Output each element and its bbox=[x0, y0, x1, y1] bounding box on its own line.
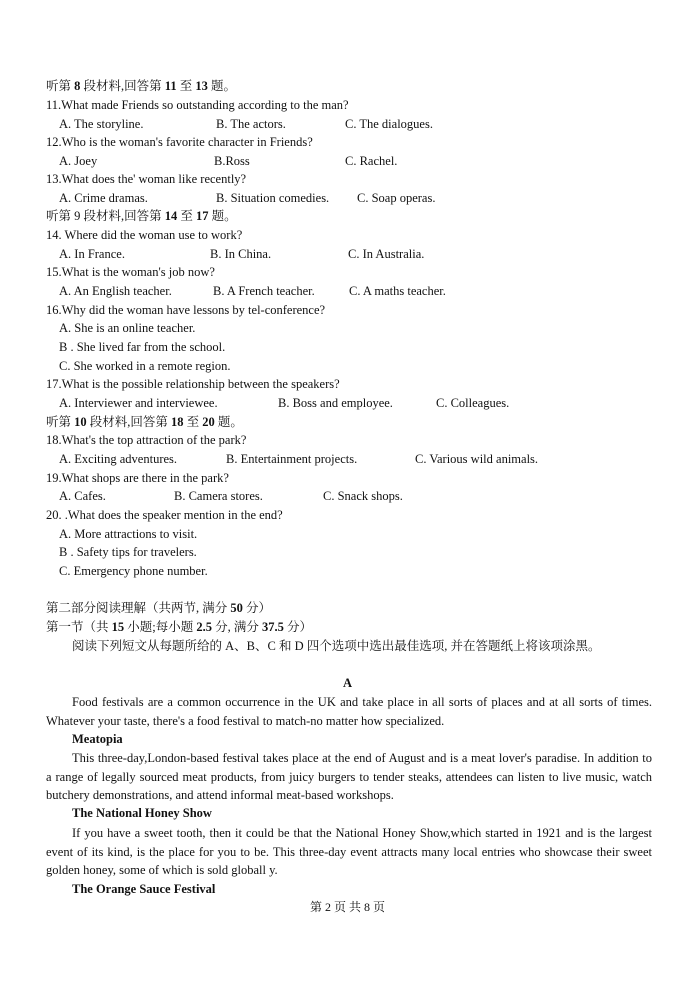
q15-option-b: B. A French teacher. bbox=[213, 284, 315, 298]
question-19: 19.What shops are there in the park? bbox=[46, 471, 229, 485]
q13-option-a: A. Crime dramas. bbox=[59, 191, 148, 205]
q18-option-b: B. Entertainment projects. bbox=[226, 452, 358, 466]
q16-option-a: A. She is an online teacher. bbox=[59, 321, 196, 335]
q11-option-a: A. The storyline. bbox=[59, 117, 144, 131]
q14-option-b: B. In China. bbox=[210, 247, 272, 261]
q12-option-a: A. Joey bbox=[59, 154, 98, 168]
q18-option-a: A. Exciting adventures. bbox=[59, 452, 178, 466]
question-18: 18.What's the top attraction of the park? bbox=[46, 433, 247, 447]
q20-option-c: C. Emergency phone number. bbox=[59, 564, 208, 578]
passage-intro: Food festivals are a common occurrence in the UK and take place in all sorts of places and at all sorts of times. Whatever your taste, there's a food festival to match-no matter how specialized. bbox=[46, 695, 652, 728]
q18-option-c: C. Various wild animals. bbox=[415, 452, 539, 466]
section-header-8: 听第 8 段材料,回答第 11 至 13 题。 bbox=[46, 79, 236, 93]
passage-letter: A bbox=[342, 676, 353, 690]
section-header-9: 听第 9 段材料,回答第 14 至 17 题。 bbox=[46, 209, 237, 223]
q15-option-c: C. A maths teacher. bbox=[349, 284, 446, 298]
q19-option-b: B. Camera stores. bbox=[174, 489, 263, 503]
q13-option-b: B. Situation comedies. bbox=[216, 191, 330, 205]
question-20: 20. .What does the speaker mention in the end? bbox=[46, 508, 283, 522]
q14-option-a: A. In France. bbox=[59, 247, 125, 261]
q11-option-c: C. The dialogues. bbox=[345, 117, 433, 131]
question-13: 13.What does the' woman like recently? bbox=[46, 172, 247, 186]
q19-option-a: A. Cafes. bbox=[59, 489, 106, 503]
q17-option-b: B. Boss and employee. bbox=[278, 396, 393, 410]
q12-option-c: C. Rachel. bbox=[345, 154, 398, 168]
question-15: 15.What is the woman's job now? bbox=[46, 265, 215, 279]
page-footer: 第 2 页 共 8 页 bbox=[309, 900, 385, 914]
question-17: 17.What is the possible relationship between the speakers? bbox=[46, 377, 340, 391]
part2-subtitle: 第一节（共 15 小题;每小题 2.5 分, 满分 37.5 分） bbox=[46, 620, 313, 634]
q17-option-a: A. Interviewer and interviewee. bbox=[59, 396, 218, 410]
q19-option-c: C. Snack shops. bbox=[323, 489, 403, 503]
paragraph-honey-show: If you have a sweet tooth, then it could be that the National Honey Show,which started in 1921 and is the largest event of its kind, is the place for you to be. This three-day event attracts many local entries who showcase their sweet golden honey, some of which is sold globall y. bbox=[46, 826, 652, 878]
q17-option-c: C. Colleagues. bbox=[436, 396, 510, 410]
question-12: 12.Who is the woman's favorite character in Friends? bbox=[46, 135, 313, 149]
q20-option-a: A. More attractions to visit. bbox=[59, 527, 198, 541]
q15-option-a: A. An English teacher. bbox=[59, 284, 172, 298]
q14-option-c: C. In Australia. bbox=[348, 247, 425, 261]
q16-option-b: B . She lived far from the school. bbox=[59, 340, 226, 354]
section-header-10: 听第 10 段材料,回答第 18 至 20 题。 bbox=[46, 415, 243, 429]
heading-honey-show: The National Honey Show bbox=[72, 806, 212, 820]
part2-title: 第二部分阅读理解（共两节, 满分 50 分） bbox=[46, 601, 272, 615]
question-11: 11.What made Friends so outstanding according to the man? bbox=[46, 98, 349, 112]
q13-option-c: C. Soap operas. bbox=[357, 191, 436, 205]
paragraph-meatopia: This three-day,London-based festival takes place at the end of August and is a meat lover's paradise. In addition to a range of legally sourced meat products, from juicy burgers to tender steaks, attendees can listen to live music, watch butchery demonstrations, and attend informal meat-based workshops. bbox=[46, 751, 652, 803]
q20-option-b: B . Safety tips for travelers. bbox=[59, 545, 197, 559]
question-16: 16.Why did the woman have lessons by tel-conference? bbox=[46, 303, 326, 317]
heading-meatopia: Meatopia bbox=[72, 732, 123, 746]
question-14: 14. Where did the woman use to work? bbox=[46, 228, 243, 242]
q12-option-b: B.Ross bbox=[214, 154, 250, 168]
q11-option-b: B. The actors. bbox=[216, 117, 286, 131]
q16-option-c: C. She worked in a remote region. bbox=[59, 359, 231, 373]
part2-instruction: 阅读下列短文从每题所给的 A、B、C 和 D 四个选项中选出最佳选项, 并在答题纸上将该项涂黑。 bbox=[72, 639, 601, 653]
heading-orange-sauce: The Orange Sauce Festival bbox=[72, 882, 216, 896]
